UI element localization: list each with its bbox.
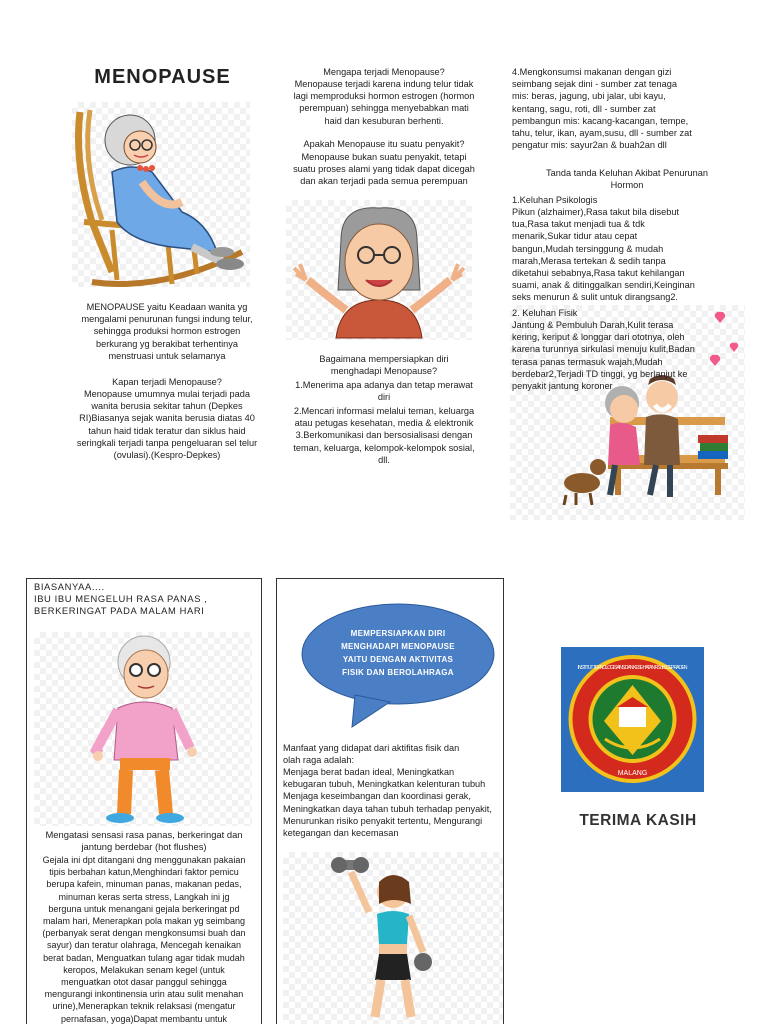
grandma-rocking-chair-illustration [72, 102, 250, 287]
why-answer: Menopause terjadi karena indung telur tidak lagi memproduksi hormon estrogen (hormon perempuan) sehingga menyebabkan mati haid dan kesuburan berhenti. [293, 79, 475, 126]
page-title: MENOPAUSE [94, 66, 231, 88]
when-question: Kapan terjadi Menopause? [112, 377, 222, 387]
benefits-title: Manfaat yang didapat dari aktifitas fisik dan olah raga adalah: [283, 743, 460, 766]
physical-complaints-body: Jantung & Pembuluh Darah,Kulit terasa kering, keriput & longgar dari ototnya, oleh karena turunnya sirkulasi menuju kulit,Badan terasa panas termasuk wajah,Mudah berdebar2,Terjadi TD tinggi, yg berlanjut ke penyakit jantung koroner [512, 320, 695, 392]
dumbbell-exercise-icon [283, 852, 503, 1024]
benefits-body: Menjaga berat badan ideal, Meningkatkan kebugaran tubuh, Meningkatkan kelenturan tubuh Menjaga keseimbangan dan koordinasi gerak, Meningkatkan daya tahan tubuh terhadap penyakit, Menurunkan risiko penyakit tertentu, Mengurangi ketegangan dan kecemasan [283, 767, 492, 839]
logo-city-text: MALANG [617, 770, 648, 777]
grandma-standing-illustration [34, 632, 252, 826]
disease-answer: Menopause bukan suatu penyakit, tetapi suatu proses alami yang tidak dapat dicegah dan akan terjadi pada semua perempuan [293, 152, 475, 187]
grandma-face-icon [286, 200, 472, 340]
woman-dumbbell-illustration [283, 852, 503, 1024]
menopause-definition: MENOPAUSE yaitu Keadaan wanita yg mengalami penurunan fungsi indung telur, sehingga produksi hormon estrogen berkurang yg berakibat terhentinya menstruasi untuk selamanya [81, 302, 253, 361]
psychological-complaints-body: Pikun (alzhaimer),Rasa takut bila disebut tua,Rasa takut menjadi tua & tdk menarik,Sukar tidur atau cepat bangun,Mudah tersinggung & mudah marah,Merasa tertekan & sedih tanpa diketahui sebabnya,Rasa takut kehilangan suami, anak & ditinggalkan sendiri,Keinginan seks menurun & sulit untuk dirangsang2. [512, 207, 695, 303]
why-question: Mengapa terjadi Menopause? [323, 67, 445, 77]
psychological-complaints-title: 1.Keluhan Psikologis [512, 195, 598, 205]
grandma-rocking-chair-icon [72, 102, 250, 287]
hot-flushes-heading: BIASANYAA.... IBU IBU MENGELUH RASA PANAS , BERKERINGAT PADA MALAM HARI [34, 581, 208, 616]
prepare-steps-2-3: 2.Mencari informasi melalui teman, keluarga atau petugas kesehatan, media & elektronik 3.Berkomunikasi dan bersosialisasi dengan teman, keluarga, kelompok-kelompok sosial, dll. [293, 406, 475, 465]
institute-emblem-icon [561, 647, 704, 792]
physical-complaints-title: 2. Keluhan Fisik [512, 308, 578, 318]
thank-you-text: TERIMA KASIH [579, 812, 697, 829]
bubble-text: MEMPERSIAPKAN DIRI MENGHADAPI MENOPAUSE YAITU DENGAN AKTIVITAS FISIK DAN BEROLAHRAGA [341, 629, 455, 677]
grandma-pink-sweater-icon [34, 632, 252, 826]
hot-flushes-tips-title: Mengatasi sensasi rasa panas, berkeringat dan jantung berdebar (hot flushes) [45, 829, 243, 853]
prepare-question: Bagaimana mempersiapkan diri menghadapi Menopause? [319, 354, 449, 377]
institute-logo [561, 647, 704, 792]
nutrition-step-4: 4.Mengkonsumsi makanan dengan gizi seimbang sejak dini - sumber zat tenaga mis: beras, jagung, ubi jalar, ubi kayu, kentang, sagu, roti, dll - sumber zat pembangun mis: kacang-kacangan, tempe, tahu, telur, ikan, ayam,susu, dll - sumber zat pengatur mis: sayur2an & buah2an dll [512, 67, 692, 151]
hot-flushes-tips-body: Gejala ini dpt ditangani dng menggunakan pakaian tipis berbahan katun,Menghindari faktor pemicu berupa kafein, minuman panas, makanan pedas, minuman keras serta stress, Langkah ini jg berguna untuk menangani gejala berkeringat pd malam hari, Menerapkan pola makan yg seimbang (perbanyak serat dengan mengkonsumsi buah dan sayur) dan teratur olahraga, Mencegah kenaikan berat badan, Menguatkan tulang agar tidak mudah keropos, Melakukan senam kegel (untuk menguatkan otot dasar panggul sehingga mengurangi inkontinensia urin atau sulit menahan urine),Menerapkan teknik relaksasi (mengatur pernafasan, yoga)Dapat membantu untuk [42, 855, 246, 1024]
disease-question: Apakah Menopause itu suatu penyakit? [303, 139, 465, 149]
logo-ring-text: INSTITUT TEKNOLOGI SAINS DAN KESEHATAN RS dr. SOEPRAOEN [577, 665, 688, 671]
prepare-step-1: 1.Menerima apa adanya dan tetap merawat diri [295, 380, 473, 403]
grandma-waving-illustration [286, 200, 472, 340]
signs-title: Tanda tanda Keluhan Akibat Penurunan Hormon [546, 168, 708, 191]
exercise-speech-bubble [300, 600, 496, 730]
when-answer: Menopause umumnya mulai terjadi pada wanita berusia sekitar tahun (Depkes RI)Biasanya sejak wanita berusia diatas 40 tahun haid tidak teratur dan siklus haid seringkali terjadi tanpa pengeluaran sel telur (ovulasi).(Kespro-Depkes) [76, 389, 258, 461]
